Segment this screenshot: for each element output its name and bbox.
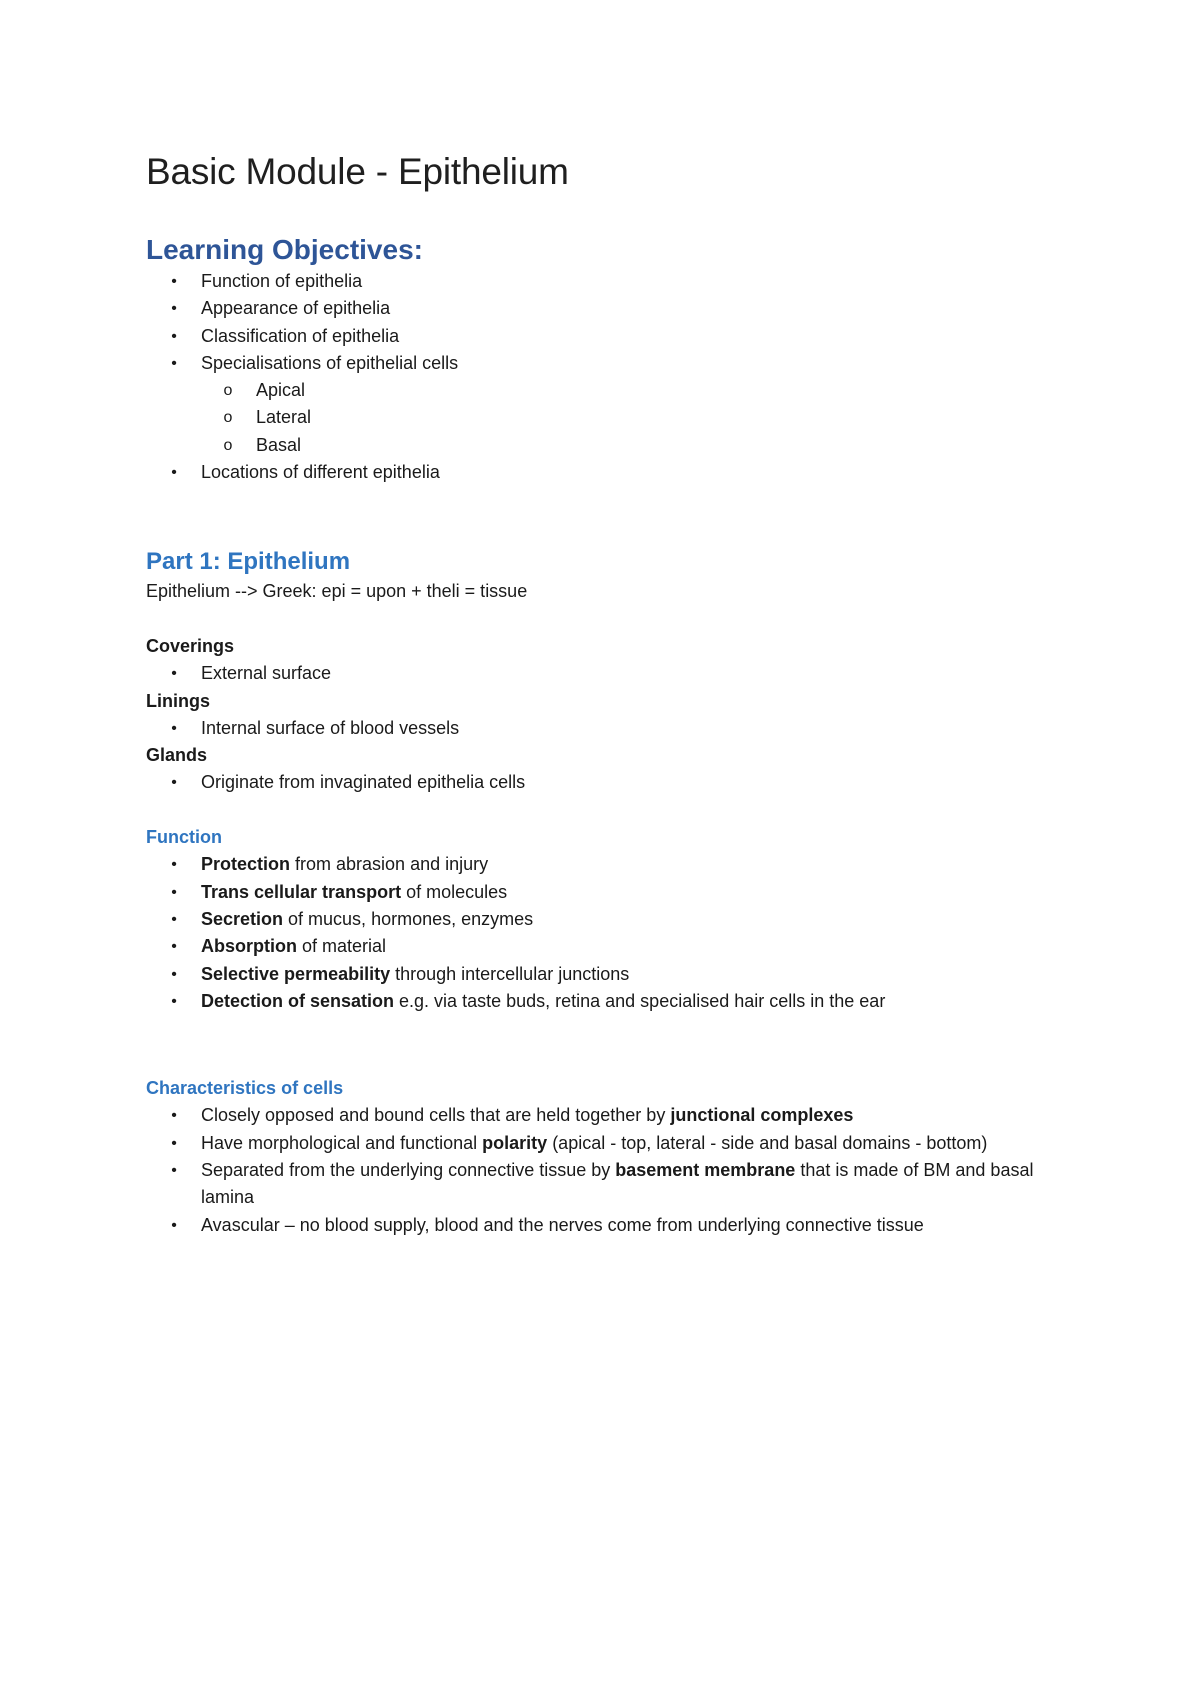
circle-bullet-icon: o — [223, 409, 233, 427]
learning-objectives-heading: Learning Objectives: — [146, 234, 423, 265]
characteristics-heading: Characteristics of cells — [146, 1078, 344, 1099]
function-list — [146, 851, 1066, 1015]
list-item: • Locations of different epithelia — [146, 459, 1066, 486]
linings-list — [146, 715, 1066, 742]
list-item: • Have morphological and functional polarity (apical - top, lateral - side and basal domains - bottom) — [146, 1130, 1066, 1157]
list-item: • Classification of epithelia — [146, 323, 1066, 350]
learning-objectives-list — [146, 268, 1066, 486]
bullet-icon: • — [171, 719, 177, 737]
list-item: • Absorption of material — [146, 933, 1066, 960]
bullet-icon: • — [171, 1216, 177, 1234]
bullet-icon: • — [171, 464, 177, 482]
sub-list-item: o Lateral — [146, 404, 1066, 431]
list-item: • Avascular – no blood supply, blood and the nerves come from underlying connective tissue — [146, 1212, 1066, 1239]
bullet-icon: • — [171, 665, 177, 683]
part1-heading: Part 1: Epithelium — [146, 548, 351, 576]
list-item: • Trans cellular transport of molecules — [146, 879, 1066, 906]
bullet-icon: • — [171, 910, 177, 928]
etymology-text: Epithelium --> Greek: epi = upon + theli = tissue — [146, 581, 528, 602]
circle-bullet-icon: o — [223, 382, 233, 400]
list-item: • Appearance of epithelia — [146, 295, 1066, 322]
glands-list — [146, 769, 1066, 796]
sub-list-item: o Apical — [146, 377, 1066, 404]
list-item: • Function of epithelia — [146, 268, 1066, 295]
list-item: • Closely opposed and bound cells that are held together by junctional complexes — [146, 1102, 1066, 1129]
linings-label: Linings — [146, 690, 210, 711]
function-heading: Function — [146, 827, 222, 848]
list-item: • Secretion of mucus, hormones, enzymes — [146, 906, 1066, 933]
bullet-icon: • — [171, 327, 177, 345]
list-item: • Selective permeability through intercellular junctions — [146, 961, 1066, 988]
bullet-icon: • — [171, 938, 177, 956]
sub-list-item: o Basal — [146, 432, 1066, 459]
list-item: • Originate from invaginated epithelia cells — [146, 769, 1066, 796]
circle-bullet-icon: o — [223, 436, 233, 454]
bullet-icon: • — [171, 992, 177, 1010]
coverings-label: Coverings — [146, 635, 235, 656]
bullet-icon: • — [171, 1162, 177, 1180]
coverings-list — [146, 660, 1066, 687]
bullet-icon: • — [171, 1107, 177, 1125]
bullet-icon: • — [171, 774, 177, 792]
bullet-icon: • — [171, 300, 177, 318]
bullet-icon: • — [171, 856, 177, 874]
glands-label: Glands — [146, 745, 208, 766]
bullet-icon: • — [171, 965, 177, 983]
characteristics-list — [146, 1102, 1066, 1238]
bullet-icon: • — [171, 354, 177, 372]
list-item: • Internal surface of blood vessels — [146, 715, 1066, 742]
bullet-icon: • — [171, 273, 177, 290]
list-item: • Detection of sensation e.g. via taste buds, retina and specialised hair cells in the ear — [146, 988, 1066, 1015]
document-title: Basic Module - Epithelium — [146, 151, 569, 192]
bullet-icon: • — [171, 1134, 177, 1152]
document-content — [146, 148, 1066, 1239]
list-item: • Protection from abrasion and injury — [146, 851, 1066, 878]
list-item: • Separated from the underlying connective tissue by basement membrane that is made of BM and basal lamina — [146, 1157, 1066, 1212]
list-item: • External surface — [146, 660, 1066, 687]
list-item: • Specialisations of epithelial cells — [146, 350, 1066, 377]
bullet-icon: • — [171, 883, 177, 901]
